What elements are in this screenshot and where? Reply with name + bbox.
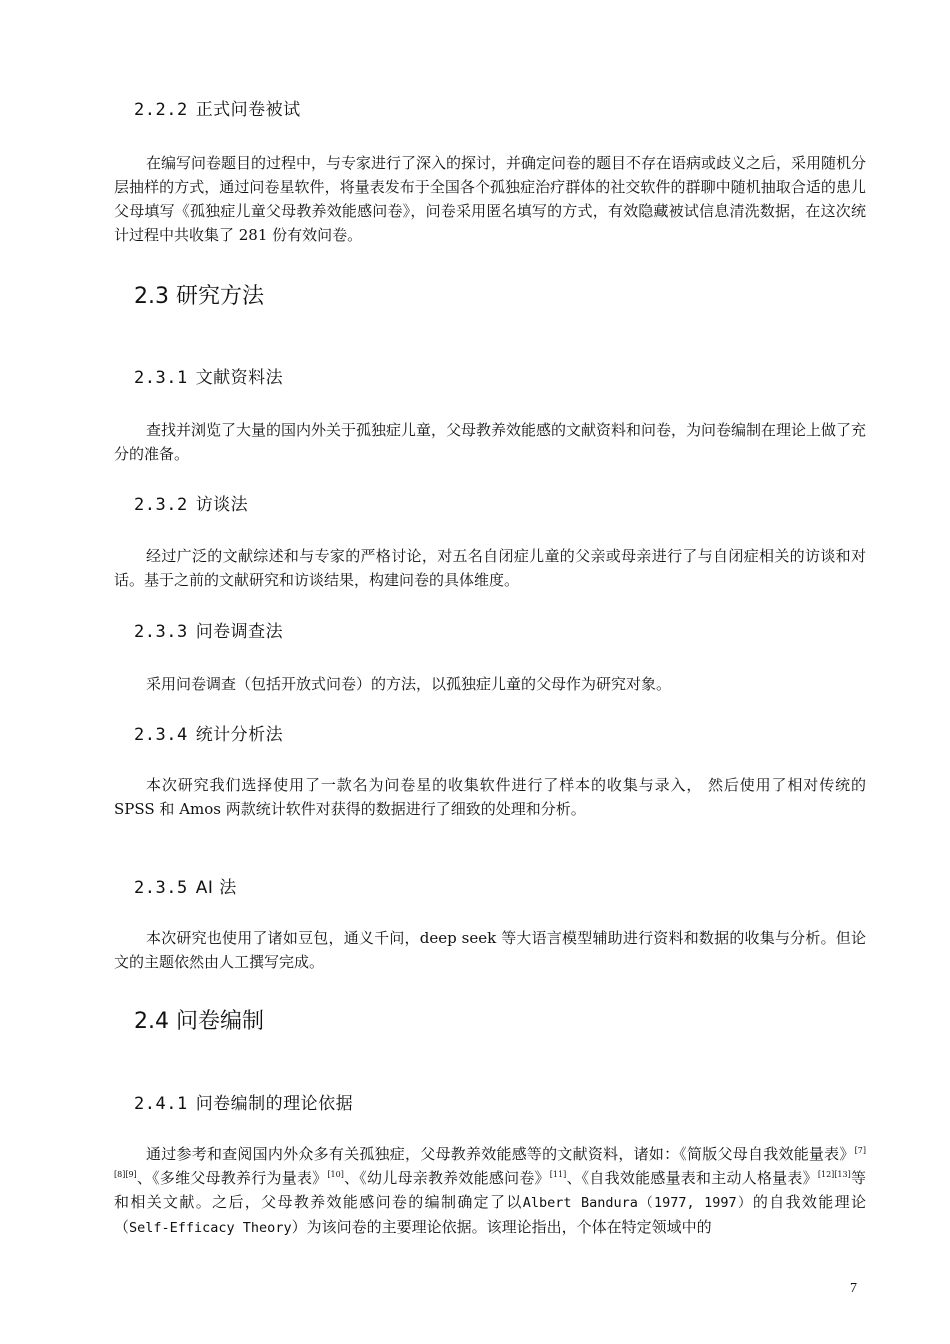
- text-run: 等和相关文献。之后，父母教养效能感问卷的编制确定了以: [114, 1169, 866, 1211]
- text-run-mono: Self-Efficacy Theory: [129, 1220, 292, 1236]
- text-run: 的自我效能理论（: [114, 1193, 866, 1236]
- citation: [7][8][9]: [114, 1146, 866, 1179]
- text-run: 、《幼儿母亲教养效能感问卷》: [343, 1169, 550, 1187]
- paragraph-2-2-2: 在编写问卷题目的过程中，与专家进行了深入的探讨，并确定问卷的题目不存在语病或歧义之后，采用随机分层抽样的方式，通过问卷星软件，将量表发布于全国各个孤独症治疗群体的社交软件的群聊中随机抽取合适的患儿父母填写《孤独症儿童父母教养效能感问卷》，问卷采用匿名填写的方式，有效隐藏被试信息清洗数据，在这次统计过程中共收集了 281 份有效问卷。: [114, 154, 867, 244]
- heading-2-3-2: [134, 490, 248, 515]
- heading-2-2-2: [134, 95, 301, 120]
- citation: [10]: [327, 1170, 344, 1179]
- heading-title: 正式问卷被试: [195, 100, 301, 120]
- heading-title: AI 法: [195, 878, 237, 898]
- heading-2-3-5: [134, 873, 237, 898]
- citation: [12][13]: [817, 1170, 851, 1179]
- heading-number: 2.3.1: [134, 368, 188, 388]
- heading-number: 2.3.3: [134, 622, 188, 642]
- heading-number: 2.3.5: [134, 878, 188, 898]
- text-run: 、《多维父母教养行为量表》: [136, 1169, 328, 1187]
- heading-title: 问卷编制的理论依据: [195, 1094, 354, 1114]
- paragraph-2-3-3: 采用问卷调查（包括开放式问卷）的方法，以孤独症儿童的父母作为研究对象。: [146, 675, 672, 693]
- text-run: 、《自我效能感量表和主动人格量表》: [566, 1169, 818, 1187]
- heading-title: 访谈法: [195, 495, 249, 515]
- paragraph-2-3-2: 经过广泛的文献综述和与专家的严格讨论，对五名自闭症儿童的父亲或母亲进行了与自闭症相关的访谈和对话。基于之前的文献研究和访谈结果，构建问卷的具体维度。: [114, 547, 866, 589]
- heading-2-3: 2.3 研究方法: [134, 284, 264, 309]
- heading-2-3-4: [134, 720, 283, 745]
- text-run: ）为该问卷的主要理论依据。该理论指出，个体在特定领域中的: [291, 1218, 712, 1236]
- heading-number: 2.2.2: [134, 100, 188, 120]
- paragraph-2-4-1: [114, 1142, 866, 1240]
- heading-2-4: 2.4 问卷编制: [134, 1009, 264, 1034]
- page-number: 7: [850, 1281, 857, 1296]
- text-run-mono: Albert Bandura（1977, 1997）: [522, 1195, 753, 1211]
- paragraph-2-3-4: 本次研究我们选择使用了一款名为问卷星的收集软件进行了样本的收集与录入， 然后使用了相对传统的 SPSS 和 Amos 两款统计软件对获得的数据进行了细致的处理和分析。: [114, 776, 866, 818]
- heading-title: 文献资料法: [195, 368, 284, 388]
- heading-2-3-3: [134, 617, 283, 642]
- heading-number: 2.3.4: [134, 725, 188, 745]
- heading-number: 2.4.1: [134, 1094, 188, 1114]
- text-run: 通过参考和查阅国内外众多有关孤独症，父母教养效能感等的文献资料，诸如：《简版父母自我效能量表》: [146, 1145, 855, 1163]
- heading-2-3-1: [134, 363, 283, 388]
- citation: [11]: [549, 1170, 567, 1179]
- heading-title: 问卷调查法: [195, 622, 284, 642]
- paragraph-2-3-5: 本次研究也使用了诸如豆包，通义千问，deep seek 等大语言模型辅助进行资料和数据的收集与分析。但论文的主题依然由人工撰写完成。: [114, 929, 866, 971]
- heading-2-4-1: [134, 1089, 353, 1114]
- heading-title: 统计分析法: [195, 725, 284, 745]
- heading-number: 2.3.2: [134, 495, 188, 515]
- paragraph-2-3-1: 查找并浏览了大量的国内外关于孤独症儿童，父母教养效能感的文献资料和问卷，为问卷编制在理论上做了充分的准备。: [114, 421, 867, 463]
